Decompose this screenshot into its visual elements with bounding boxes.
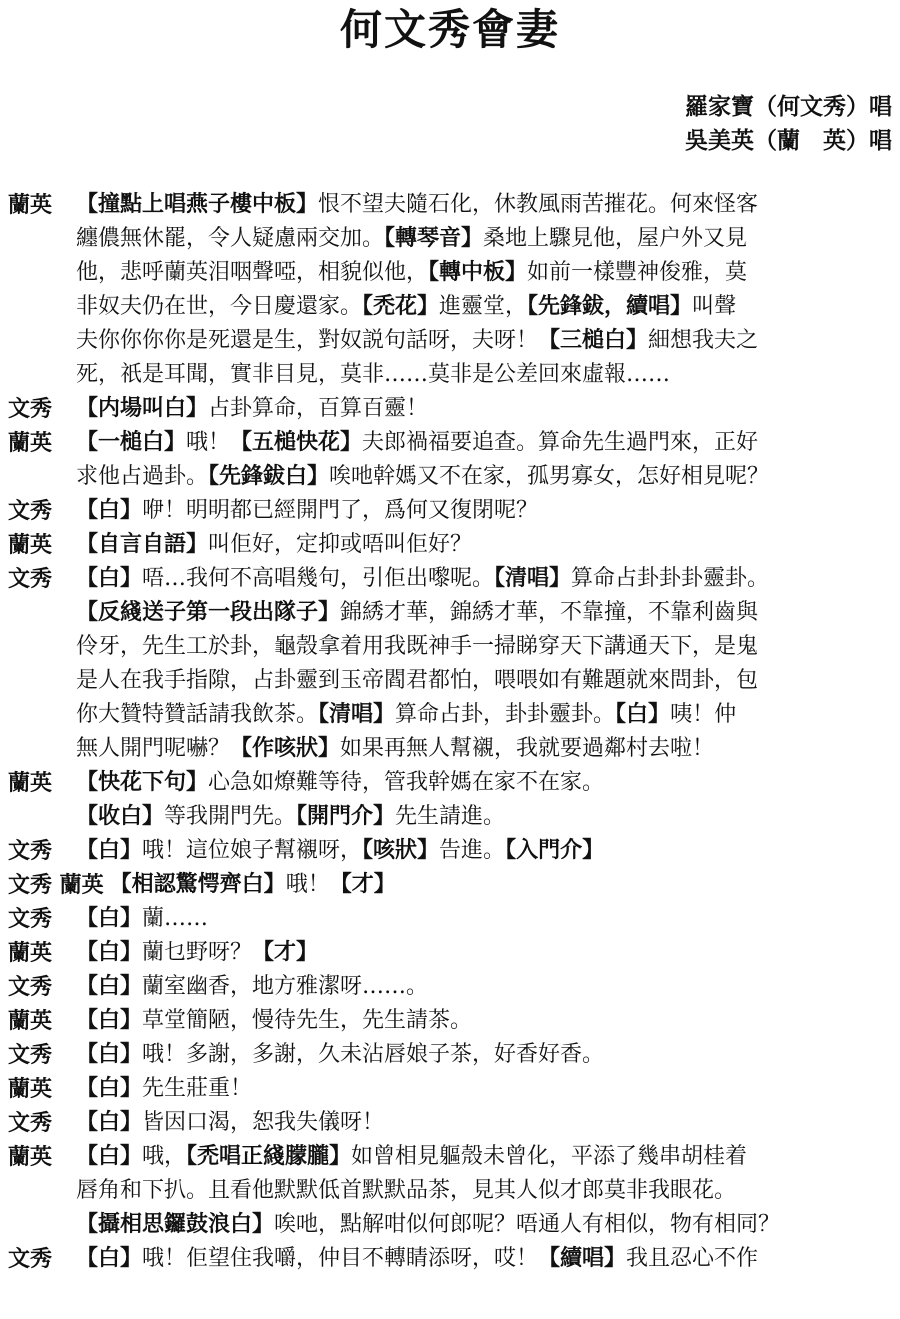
dialogue-lines xyxy=(76,426,890,494)
speaker-name: 文秀 xyxy=(8,1042,53,1068)
dialogue-entry xyxy=(8,494,890,528)
lyric-text: 蘭乜野呀？ xyxy=(142,940,253,965)
dialogue-line xyxy=(76,936,890,970)
dialogue-line xyxy=(76,562,890,596)
lyric-text: 哦！多謝，多謝，久未沾唇娘子茶，好香好香。 xyxy=(142,1042,605,1067)
lyric-text: 蘭…… xyxy=(142,906,209,931)
dialogue-entry xyxy=(8,868,890,902)
stage-cue: 【收白】 xyxy=(76,804,165,829)
stage-cue: 【白】 xyxy=(76,974,143,999)
lyric-text: 哦， xyxy=(142,1144,187,1169)
dialogue-line xyxy=(76,256,890,290)
dialogue-lines xyxy=(76,528,890,562)
stage-cue: 【禿唱正綫朦朧】 xyxy=(186,1144,352,1169)
stage-cue: 【白】 xyxy=(76,906,143,931)
stage-cue: 【白】 xyxy=(76,940,143,965)
dialogue-line xyxy=(76,426,890,460)
lyric-text: 算命占卦，卦卦靈卦。 xyxy=(395,702,616,727)
dialogue-entry xyxy=(8,936,890,970)
lyric-text: 錦綉才華，錦綉才華，不靠撞，不靠利齒與 xyxy=(340,600,759,625)
lyric-text: 恨不望夫隨石化，休教風雨苦摧花。何來怪客 xyxy=(318,192,759,217)
dialogue-lines xyxy=(76,834,890,868)
lyric-text: 求他占過卦。 xyxy=(76,464,209,489)
dialogue-entry xyxy=(8,834,890,868)
stage-cue: 【攝相思鑼鼓浪白】 xyxy=(76,1212,275,1237)
lyric-text: 你大贊特贊話請我飲茶。 xyxy=(76,702,319,727)
stage-cue: 【白】 xyxy=(76,1008,143,1033)
speaker-name: 文秀 xyxy=(8,498,53,524)
stage-cue: 【咳狀】 xyxy=(362,838,440,863)
lyric-text: 唉吔幹媽又不在家，孤男寡女，怎好相見呢？ xyxy=(329,464,770,489)
lyric-text: 我且忍心不作 xyxy=(626,1246,759,1271)
stage-cue: 【轉琴音】 xyxy=(384,226,484,251)
dialogue-lines xyxy=(76,936,890,970)
stage-cue: 【續唱】 xyxy=(538,1246,627,1271)
dialogue-lines xyxy=(76,188,890,392)
dialogue-line xyxy=(76,494,890,528)
lyric-text: 夫你你你你是死還是生，對奴説句話呀，夫呀！ xyxy=(76,328,539,353)
stage-cue: 【相認驚愕齊白】 xyxy=(109,872,286,897)
dialogue-line xyxy=(76,664,890,698)
lyric-text: 唔…我何不高唱幾句，引佢出嚟呢。 xyxy=(142,566,495,591)
lyric-text: 先生莊重！ xyxy=(142,1076,253,1101)
lyric-text: 如果再無人幫襯，我就要過鄰村去啦！ xyxy=(340,736,715,761)
dialogue-lines xyxy=(110,868,890,902)
dialogue-line xyxy=(76,358,890,392)
dialogue-entry xyxy=(8,1038,890,1072)
dialogue-lines xyxy=(76,1242,890,1276)
lyric-text: 草堂簡陋，慢待先生，先生請茶。 xyxy=(142,1008,473,1033)
lyric-text: 心急如燎難等待，管我幹媽在家不在家。 xyxy=(208,770,605,795)
dialogue-entry xyxy=(8,1004,890,1038)
lyric-text: 他，悲呼蘭英泪咽聲啞，相貌似他， xyxy=(76,260,429,285)
stage-cue: 【才】 xyxy=(252,940,319,965)
stage-cue: 【開門介】 xyxy=(296,804,396,829)
stage-cue: 【清唱】 xyxy=(318,702,396,727)
lyric-text: 纏儂無休罷，令人疑慮兩交加。 xyxy=(76,226,385,251)
dialogue-entry xyxy=(8,766,890,834)
lyric-text: 咿！明明都已經開門了，爲何又復閉呢？ xyxy=(142,498,539,523)
dialogue-entry xyxy=(8,1072,890,1106)
dialogue-line xyxy=(76,698,890,732)
lyric-text: 夫郎禍福要追查。算命先生過門來，正好 xyxy=(362,430,759,455)
lyric-text: 細想我夫之 xyxy=(648,328,759,353)
speaker-name: 文秀 xyxy=(8,396,53,422)
lyric-text: 皆因口渴，恕我失儀呀！ xyxy=(142,1110,385,1135)
dialogue-entry xyxy=(8,970,890,1004)
lyric-text: 等我開門先。 xyxy=(164,804,297,829)
dialogue-line xyxy=(76,902,890,936)
dialogue-line xyxy=(110,868,890,902)
dialogue-line xyxy=(76,970,890,1004)
stage-cue: 【内場叫白】 xyxy=(76,396,209,421)
stage-cue: 【白】 xyxy=(615,702,671,727)
stage-cue: 【轉中板】 xyxy=(428,260,528,285)
credit-line: 吳美英（蘭 英）唱 xyxy=(685,127,892,154)
stage-cue: 【才】 xyxy=(329,872,396,897)
stage-cue: 【先鋒鈸，續唱】 xyxy=(527,294,693,319)
stage-cue: 【快花下句】 xyxy=(76,770,209,795)
dialogue-line xyxy=(76,732,890,766)
lyric-text: 叫聲 xyxy=(692,294,737,319)
lyric-text: 如前一樣豐神俊雅，莫 xyxy=(527,260,748,285)
speaker-name: 蘭英 xyxy=(8,940,53,966)
lyric-text: 哦！這位娘子幫襯呀， xyxy=(142,838,363,863)
lyric-text: 哦！ xyxy=(285,872,330,897)
lyric-text: 哦！佢望住我嚼，仲目不轉睛添呀，哎！ xyxy=(142,1246,539,1271)
stage-cue: 【白】 xyxy=(76,498,143,523)
dialogue-line xyxy=(76,1004,890,1038)
stage-cue: 【白】 xyxy=(76,1076,143,1101)
dialogue-lines xyxy=(76,1140,890,1242)
dialogue-line xyxy=(76,392,890,426)
stage-cue: 【一槌白】 xyxy=(76,430,187,455)
dialogue-line xyxy=(76,460,890,494)
lyric-text: 哦！ xyxy=(186,430,231,455)
dialogue-lines xyxy=(76,902,890,936)
lyric-text: 告進。 xyxy=(439,838,506,863)
dialogue-lines xyxy=(76,392,890,426)
speaker-name: 文秀 xyxy=(8,1110,53,1136)
stage-cue: 【反綫送子第一段出隊子】 xyxy=(76,600,341,625)
dialogue-line xyxy=(76,324,890,358)
dialogue-lines xyxy=(76,494,890,528)
stage-cue: 【三槌白】 xyxy=(538,328,649,353)
dialogue-entry xyxy=(8,1242,890,1276)
dialogue-lines xyxy=(76,766,890,834)
lyric-text: 無人開門呢嚇？ xyxy=(76,736,231,761)
speaker-name: 文秀 xyxy=(8,974,53,1000)
dialogue-entry xyxy=(8,562,890,766)
lyric-text: 伶牙，先生工於卦，龜殼拿着用我既神手一掃睇穿天下講通天下，是鬼 xyxy=(76,634,759,659)
lyric-text: 算命占卦卦卦靈卦。 xyxy=(571,566,770,591)
dialogue-line xyxy=(76,528,890,562)
stage-cue: 【白】 xyxy=(76,1110,143,1135)
stage-cue: 【白】 xyxy=(76,1144,143,1169)
speaker-name: 蘭英 xyxy=(8,1144,53,1170)
stage-cue: 【禿花】 xyxy=(362,294,440,319)
lyric-text: 先生請進。 xyxy=(395,804,506,829)
lyric-text: 占卦算命，百算百靈！ xyxy=(208,396,429,421)
speaker-name: 蘭英 xyxy=(8,1008,53,1034)
dialogue-entry xyxy=(8,426,890,494)
stage-cue: 【作咳狀】 xyxy=(230,736,341,761)
dialogue-line xyxy=(76,630,890,664)
speaker-name: 文秀 xyxy=(8,838,53,864)
stage-cue: 【白】 xyxy=(76,1246,143,1271)
stage-cue: 【先鋒鈸白】 xyxy=(208,464,330,489)
stage-cue: 【自言自語】 xyxy=(76,532,209,557)
dialogue-line xyxy=(76,188,890,222)
dialogue-line xyxy=(76,290,890,324)
speaker-name: 文秀 蘭英 xyxy=(8,872,104,898)
lyric-text: 是人在我手指隙，占卦靈到玉帝閻君都怕，喂喂如有難題就來問卦，包 xyxy=(76,668,759,693)
stage-cue: 【清唱】 xyxy=(494,566,572,591)
dialogue-lines xyxy=(76,970,890,1004)
lyric-text: 唉吔，點解咁似何郎呢？唔通人有相似，物有相同？ xyxy=(274,1212,781,1237)
dialogue-line xyxy=(76,1140,890,1174)
stage-cue: 【白】 xyxy=(76,1042,143,1067)
dialogue-line xyxy=(76,800,890,834)
speaker-name: 蘭英 xyxy=(8,1076,53,1102)
dialogue-line xyxy=(76,1208,890,1242)
stage-cue: 【白】 xyxy=(76,838,143,863)
lyric-text: 桑地上驟見他，屋户外又見 xyxy=(483,226,748,251)
dialogue-line xyxy=(76,1174,890,1208)
performer-credits xyxy=(685,90,892,158)
dialogue-entry xyxy=(8,1140,890,1242)
dialogue-entry xyxy=(8,902,890,936)
lyric-text: 如曾相見軀殼未曾化，平添了幾串胡桂着 xyxy=(351,1144,748,1169)
dialogue-line xyxy=(76,222,890,256)
dialogue-line xyxy=(76,834,890,868)
lyric-text: 進靈堂， xyxy=(439,294,528,319)
stage-cue: 【撞點上唱燕子樓中板】 xyxy=(76,192,319,217)
lyric-text: 叫佢好，定抑或唔叫佢好？ xyxy=(208,532,473,557)
lyric-text: 非奴夫仍在世，今日慶還家。 xyxy=(76,294,363,319)
dialogue-lines xyxy=(76,1106,890,1140)
speaker-name: 文秀 xyxy=(8,1246,53,1272)
script-body xyxy=(8,188,890,1276)
credit-line: 羅家寶（何文秀）唱 xyxy=(685,93,892,120)
dialogue-entry xyxy=(8,528,890,562)
speaker-name: 文秀 xyxy=(8,566,53,592)
stage-cue: 【五槌快花】 xyxy=(230,430,363,455)
page-title: 何文秀會妻 xyxy=(339,5,560,54)
lyric-text: 唇角和下扒。且看他默默低首默默品茶，見其人似才郎莫非我眼花。 xyxy=(76,1178,737,1203)
dialogue-line xyxy=(76,1072,890,1106)
speaker-name: 蘭英 xyxy=(8,770,53,796)
dialogue-entry xyxy=(8,1106,890,1140)
dialogue-lines xyxy=(76,562,890,766)
speaker-name: 文秀 xyxy=(8,906,53,932)
dialogue-lines xyxy=(76,1004,890,1038)
dialogue-entry xyxy=(8,188,890,392)
speaker-name: 蘭英 xyxy=(8,430,53,456)
dialogue-line xyxy=(76,1038,890,1072)
dialogue-lines xyxy=(76,1072,890,1106)
speaker-name: 蘭英 xyxy=(8,192,53,218)
dialogue-lines xyxy=(76,1038,890,1072)
lyric-text: 蘭室幽香，地方雅潔呀……。 xyxy=(142,974,429,999)
dialogue-line xyxy=(76,596,890,630)
dialogue-line xyxy=(76,1242,890,1276)
lyric-text: 咦！仲 xyxy=(670,702,737,727)
dialogue-entry xyxy=(8,392,890,426)
lyric-text: 死，祇是耳聞，實非目見，莫非……莫非是公差回來虛報…… xyxy=(76,362,671,387)
stage-cue: 【白】 xyxy=(76,566,143,591)
dialogue-line xyxy=(76,766,890,800)
dialogue-line xyxy=(76,1106,890,1140)
speaker-name: 蘭英 xyxy=(8,532,53,558)
stage-cue: 【入門介】 xyxy=(505,838,605,863)
